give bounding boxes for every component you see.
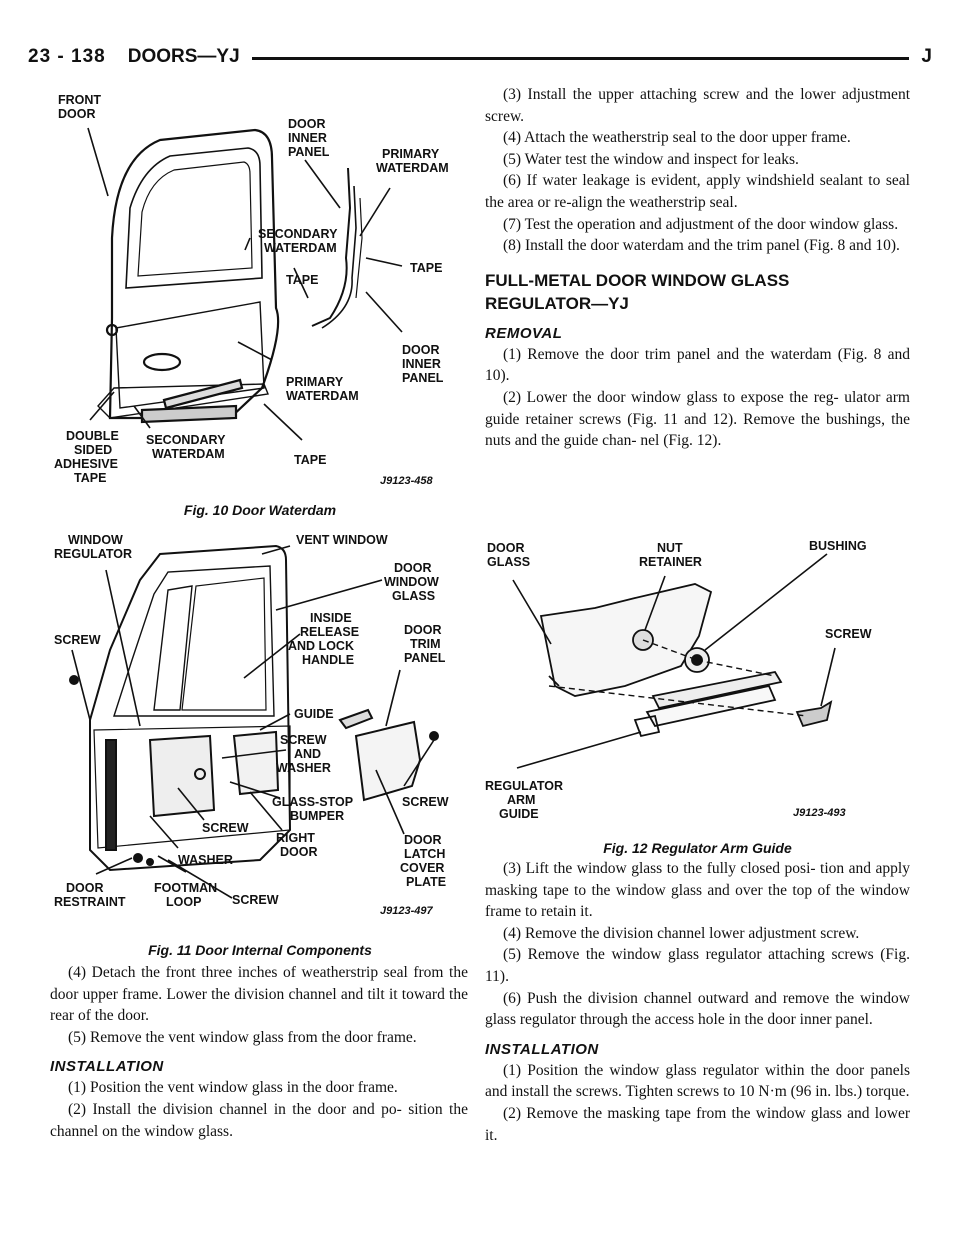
label-door-window-glass: DOOR WINDOW GLASS [384,561,439,603]
caption-fig11: Fig. 11 Door Internal Components [148,942,372,958]
step-7-test-operation: (7) Test the operation and adjustment of the door window glass. [503,215,899,233]
install-step-2-left: (2) Install the division channel in the door and po- sition the channel on the window glass. [50,1100,468,1140]
label-screw-and-washer: SCREW AND WASHER [276,733,331,775]
label-door-inner-panel-top: DOOR INNER PANEL [288,117,330,159]
label-window-regulator: WINDOW REGULATOR [54,533,133,561]
label-door-trim-panel: DOOR TRIM PANEL [404,623,446,665]
left-column-text [50,962,468,1142]
label-screw-right: SCREW [402,795,449,809]
label-door-restraint: DOOR RESTRAINT [54,881,126,909]
right-column-text-bottom [485,858,910,1146]
step-3-install-screw: (3) Install the upper attaching screw and the lower adjustment screw. [485,86,910,125]
step-4-detach: (4) Detach the front three inches of weatherstrip seal from the door upper frame. Lower the division channel and tilt it toward the rear of the door. [50,964,468,1025]
label-glass-stop-bumper: GLASS-STOP BUMPER [272,795,353,823]
label-door-latch-cover-plate: DOOR LATCH COVER PLATE [400,833,447,889]
label-screw-fig12: SCREW [825,627,872,641]
right-column-text-top [485,84,910,452]
label-tape-bottom: TAPE [294,453,327,467]
removal-step-3: (3) Lift the window glass to the fully closed posi- tion and apply masking tape to the window glass and over the top of the window frame to retain it. [485,860,910,921]
removal-step-5: (5) Remove the window glass regulator attaching screws (Fig. 11). [485,946,910,985]
label-double-sided-adhesive-tape: DOUBLE SIDED ADHESIVE TAPE [54,429,119,485]
installation-heading-left: INSTALLATION [50,1058,164,1076]
step-4-attach-seal: (4) Attach the weatherstrip seal to the door upper frame. [503,129,851,147]
step-5-remove-vent: (5) Remove the vent window glass from the door frame. [68,1028,417,1046]
label-right-door: RIGHT DOOR [276,831,318,859]
install-step-2-right: (2) Remove the masking tape from the window glass and lower it. [485,1104,910,1144]
label-vent-window: VENT WINDOW [296,533,388,547]
page-number: 23 - 138 [28,46,106,67]
step-6-sealant: (6) If water leakage is evident, apply windshield sealant to seal the area or re-align the weatherstrip seal. [485,172,910,211]
install-step-1-left: (1) Position the vent window glass in the door frame. [68,1079,398,1097]
step-8-install-waterdam: (8) Install the door waterdam and the trim panel (Fig. 8 and 10). [503,237,900,255]
label-door-inner-panel-right: DOOR INNER PANEL [402,343,444,385]
header-letter: J [921,46,932,67]
page-header [28,40,932,74]
label-front-door: FRONT DOOR [58,93,102,121]
removal-heading: REMOVAL [485,324,563,342]
fig11-code: J9123-497 [380,905,433,917]
install-step-1-right: (1) Position the window glass regulator within the door panels and install the screws. Tighten screws to 10 N·m (96 in. lbs.) torque. [485,1061,910,1101]
label-inside-release-handle: INSIDE RELEASE AND LOCK HANDLE [288,611,360,667]
fig12-code: J9123-493 [793,807,846,819]
door-internal-components-illustration [50,530,470,944]
header-rule [252,57,910,60]
label-secondary-waterdam-top: SECONDARY WATERDAM [258,227,338,255]
figure-regulator-arm-guide [485,536,910,856]
installation-heading-right: INSTALLATION [485,1040,599,1058]
label-washer: WASHER [178,853,233,867]
step-5-water-test: (5) Water test the window and inspect for leaks. [503,150,799,168]
regulator-arm-guide-illustration [485,536,910,836]
label-door-glass: DOOR GLASS [487,541,531,569]
section-heading-line-1: FULL-METAL DOOR WINDOW GLASS [485,270,790,290]
figure-door-internal-components [50,530,470,958]
caption-fig12: Fig. 12 Regulator Arm Guide [603,840,792,856]
section-heading-line-2: REGULATOR—YJ [485,293,629,313]
section-title: DOORS—YJ [127,46,240,67]
figure-door-waterdam [50,88,470,518]
label-secondary-waterdam-bottom: SECONDARY WATERDAM [146,433,226,461]
label-tape-right: TAPE [410,261,443,275]
removal-step-1: (1) Remove the door trim panel and the waterdam (Fig. 8 and 10). [485,345,910,385]
label-guide: GUIDE [294,707,334,721]
label-footman-loop: FOOTMAN LOOP [154,881,218,909]
door-waterdam-illustration [50,88,470,500]
label-screw-bottom: SCREW [232,893,279,907]
caption-fig10: Fig. 10 Door Waterdam [183,502,337,518]
label-regulator-arm-guide: REGULATOR ARM GUIDE [485,779,564,821]
label-bushing: BUSHING [809,539,867,553]
label-nut-retainer: NUT RETAINER [639,541,702,569]
fig10-code: J9123-458 [380,475,433,487]
removal-step-4: (4) Remove the division channel lower adjustment screw. [503,924,860,942]
removal-step-6: (6) Push the division channel outward and remove the window glass regulator through the access hole in the door inner panel. [485,989,910,1029]
label-tape-top: TAPE [286,273,319,287]
removal-step-2: (2) Lower the door window glass to expose the reg- ulator arm guide retainer screws (Fig. 11 and 12). Remove the bushings, the nuts and the guide chan- nel (Fig. 12). [485,388,910,450]
label-primary-waterdam-top: PRIMARY WATERDAM [376,147,449,175]
section-heading-regulator [485,269,910,315]
label-primary-waterdam-bottom: PRIMARY WATERDAM [286,375,359,403]
label-screw-mid: SCREW [202,821,249,835]
label-screw-left: SCREW [54,633,101,647]
